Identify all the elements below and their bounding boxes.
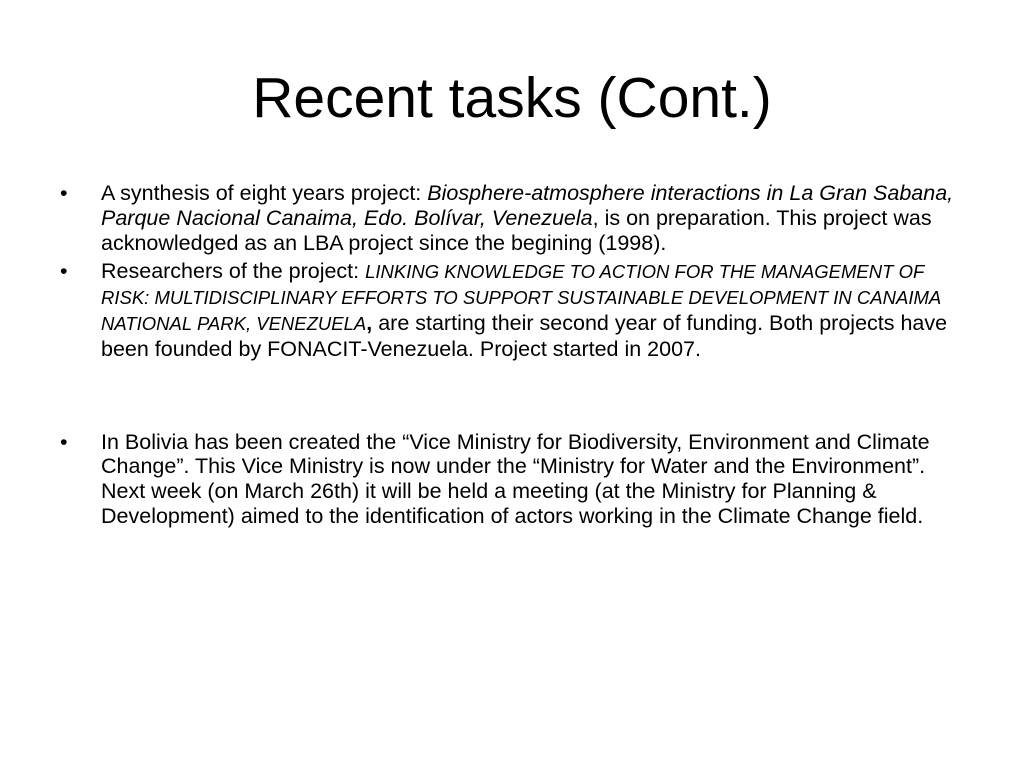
bullet-text-intro: Researchers of the project: (101, 259, 366, 284)
bullet-marker: • (60, 181, 68, 205)
bullet-text-rest: are starting their second year of funding. Both projects have been founded by FONACIT-Venezuela. Project started in 2007. (101, 310, 948, 361)
bullet-item (60, 430, 960, 529)
project-title: Biosphere-atmosphere interactions in La Gran Sabana, Parque Nacional Canaima, Edo. Bolívar, Venezuela (101, 181, 954, 230)
bullet-text-intro: A synthesis of eight years project: (101, 181, 428, 205)
bullet-list (60, 181, 960, 529)
bullet-item (60, 181, 960, 255)
bullet-text-rest: , is on preparation. This project was acknowledged as an LBA project since the begining (1998). (101, 205, 932, 255)
slide-title: Recent tasks (Cont.) (252, 66, 772, 130)
bullet-text: In Bolivia has been created the “Vice Ministry for Biodiversity, Environment and Climate Change”. This Vice Ministry is now under the “Ministry for Water and the Environment”. Next week (on March 26th) it will be held a meeting (at the Ministry for Planning & Development) aimed to the identification of actors working in the Climate Change field. (101, 429, 930, 528)
bullet-marker: • (60, 259, 68, 284)
bullet-comma: , (366, 310, 373, 335)
bullet-item (60, 259, 960, 361)
bullet-text (101, 259, 960, 361)
project-title: LINKING KNOWLEDGE TO ACTION FOR THE MANAGEMENT OF RISK: MULTIDISCIPLINARY EFFORTS TO SUPPORT SUSTAINABLE DEVELOPMENT IN CANAIMA NATIONAL PARK, VENEZUELA (101, 261, 941, 334)
bullet-marker: • (60, 429, 68, 454)
bullet-text (101, 181, 960, 255)
